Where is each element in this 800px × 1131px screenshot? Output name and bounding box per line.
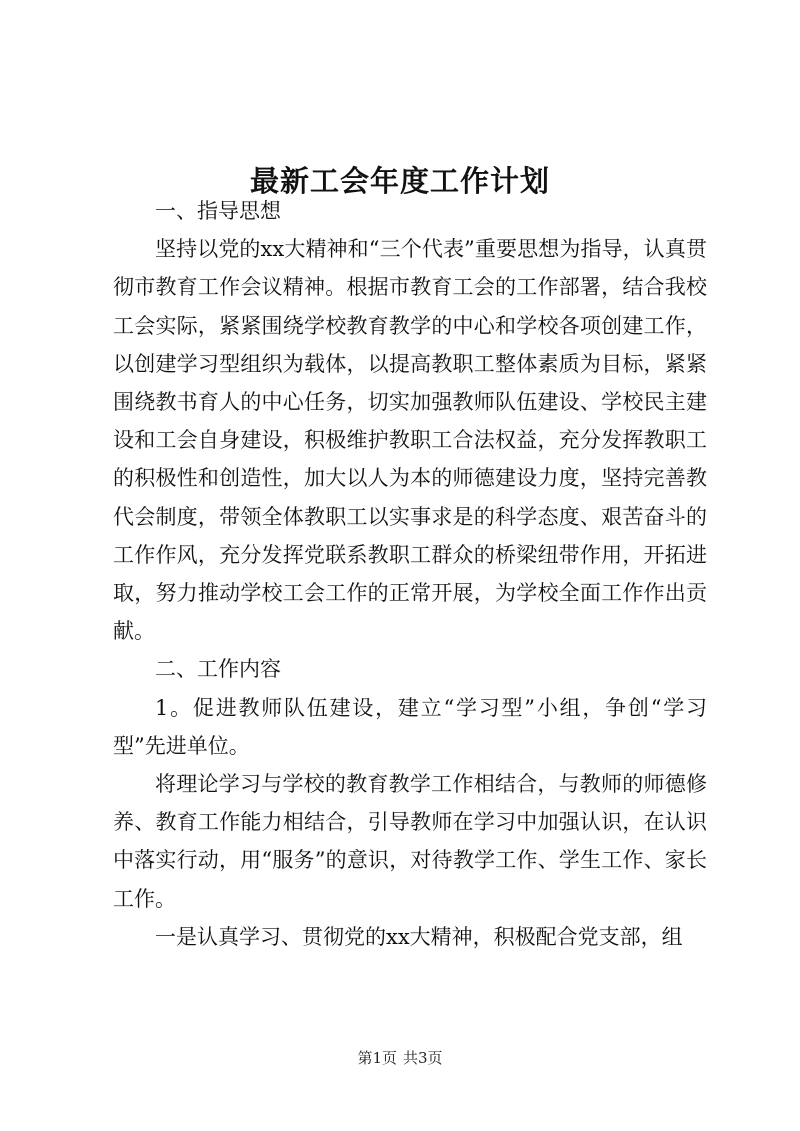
section-heading-guiding-ideology: 一、指导思想 [155, 199, 281, 223]
paragraph-guiding-ideology: 坚持以党的xx大精神和“三个代表”重要思想为指导，认真贯彻市教育工作会议精神。根据市教育工会的工作部署，结合我校工会实际，紧紧围绕学校教育教学的中心和学校各项创建工作，以创建学习型组织为载体，以提高教职工整体素质为目标，紧紧围绕教书育人的中心任务，切实加强教师队伍建设、学校民主建设和工会自身建设，积极维护教职工合法权益，充分发挥教职工的积极性和创造性，加大以人为本的师德建设力度，坚持完善教代会制度，带领全体教职工以实事求是的科学态度、艰苦奋斗的工作作风，充分发挥党联系教职工群众的桥梁纽带作用，开拓进取，努力推动学校工会工作的正常开展，为学校全面工作作出贡献。 [113, 237, 707, 644]
page-number: 第1页 [357, 1049, 397, 1067]
page-footer [0, 1048, 800, 1068]
section-heading-work-content: 二、工作内容 [155, 657, 281, 682]
paragraph-item-1: 1。促进教师队伍建设，建立“学习型”小组，争创“学习型”先进单位。 [113, 695, 707, 758]
paragraph-theory-study: 将理论学习与学校的教育教学工作相结合，与教师的师德修养、教育工作能力相结合，引导教师在学习中加强认识，在认识中落实行动，用“服务”的意识，对待教学工作、学生工作、家长工作。 [113, 772, 707, 911]
paragraph-first-point: 一是认真学习、贯彻党的xx大精神，积极配合党支部，组 [155, 924, 683, 949]
document-title: 最新工会年度工作计划 [249, 164, 550, 199]
page-total: 共3页 [403, 1049, 443, 1067]
document-body [113, 192, 707, 956]
